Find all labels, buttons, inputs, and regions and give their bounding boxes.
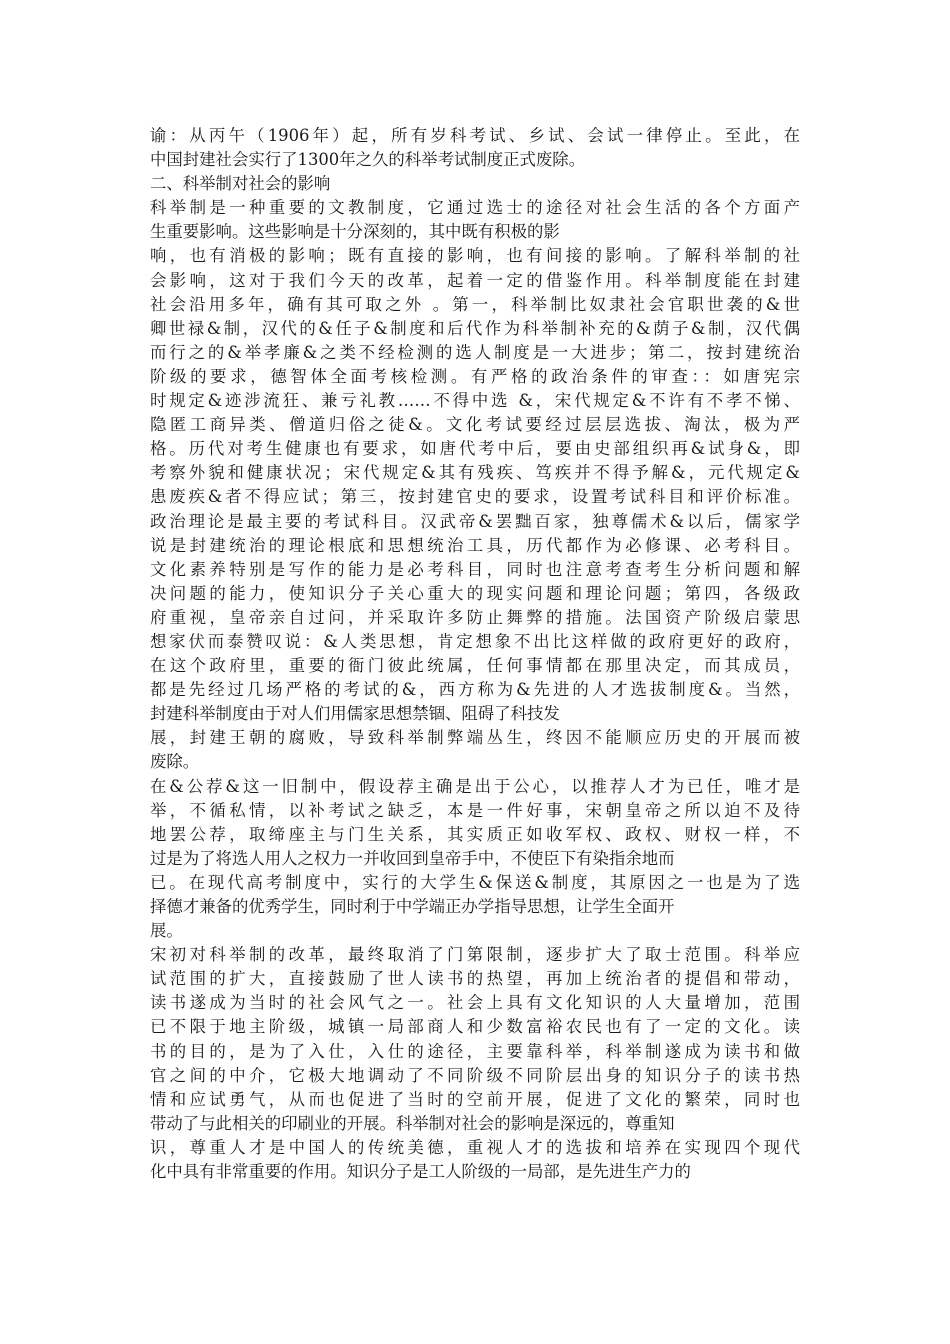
text-line: 响，也有消极的影响；既有直接的影响，也有间接的影响。了解科举制的社 — [150, 246, 800, 266]
text-line: 情和应试勇气，从而也促进了当时的空前开展，促进了文化的繁荣，同时也 — [150, 1089, 800, 1109]
text-line: 已。在现代高考制度中，实行的大学生&保送&制度，其原因之一也是为了选 — [150, 872, 800, 892]
text-line: 都是先经过几场严格的考试的&，西方称为&先进的人才选拔制度&。当然， — [150, 680, 800, 700]
text-line: 时规定&迹涉流狂、兼亏礼教……不得中选 &，宋代规定&不许有不孝不悌、 — [150, 391, 800, 411]
text-line: 带动了与此相关的印刷业的开展。科举制对社会的影响是深远的，尊重知 — [150, 1113, 675, 1133]
text-line: 宋初对科举制的改革，最终取消了门第限制，逐步扩大了取士范围。科举应 — [150, 945, 800, 965]
text-line: 在&公荐&这一旧制中，假设荐主确是出于公心，以推荐人才为已任，唯才是 — [150, 776, 800, 796]
text-line: 化中具有非常重要的作用。知识分子是工人阶级的一局部，是先进生产力的 — [150, 1162, 691, 1182]
text-line: 读书遂成为当时的社会风气之一。社会上具有文化知识的人大量增加，范围 — [150, 993, 800, 1013]
text-line: 在这个政府里，重要的衙门彼此统属，任何事情都在那里决定，而其成员， — [150, 656, 800, 676]
text-line: 识，尊重人才是中国人的传统美德，重视人才的选拔和培养在实现四个现代 — [150, 1137, 800, 1157]
text-line: 展，封建王朝的腐败，导致科举制弊端丛生，终因不能顺应历史的开展而被 — [150, 728, 800, 748]
text-line: 会影响，这对于我们今天的改革，起着一定的借鉴作用。科举制度能在封建 — [150, 270, 800, 290]
text-line: 社会沿用多年，确有其可取之外 。第一，科举制比奴隶社会官职世袭的&世 — [150, 294, 800, 314]
text-line: 试范围的扩大，直接鼓励了世人读书的热望，再加上统治者的提倡和带动， — [150, 969, 800, 989]
text-line: 格。历代对考生健康也有要求，如唐代考中后，要由史部组织再&试身&，即 — [150, 439, 800, 459]
text-line: 谕：从丙午（1906年）起，所有岁科考试、乡试、会试一律停止。至此，在 — [150, 126, 800, 145]
text-line: 想家伏而泰赞叹说：&人类思想，肯定想象不出比这样做的政府更好的政府， — [150, 631, 800, 651]
text-line: 隐匿工商异类、僧道归俗之徒&。文化考试要经过层层选拔、淘汰，极为严 — [150, 415, 800, 435]
text-line: 官之间的中介，它极大地调动了不同阶级不同阶层出身的知识分子的读书热 — [150, 1065, 800, 1085]
text-line: 府重视，皇帝亲自过问，并采取许多防止舞弊的措施。法国资产阶级启蒙思 — [150, 607, 800, 627]
text-line: 卿世禄&制，汉代的&任子&制度和后代作为科举制补充的&荫子&制，汉代偶 — [150, 318, 800, 338]
text-line: 已不限于地主阶级，城镇一局部商人和少数富裕农民也有了一定的文化。读 — [150, 1017, 800, 1037]
text-line: 说是封建统治的理论根底和思想统治工具，历代都作为必修课、必考科目。 — [150, 535, 800, 555]
text-line: 文化素养特别是写作的能力是必考科目，同时也注意考查考生分析问题和解 — [150, 559, 800, 579]
text-line: 而行之的&举孝廉&之类不经检测的选人制度是一大进步；第二，按封建统治 — [150, 342, 800, 362]
text-line: 政治理论是最主要的考试科目。汉武帝&罢黜百家，独尊儒术&以后，儒家学 — [150, 511, 800, 531]
paragraph — [150, 775, 800, 944]
text-line: 患废疾&者不得应试；第三，按封建官史的要求，设置考试科目和评价标准。 — [150, 487, 800, 507]
text-line: 书的目的，是为了入仕，入仕的途径，主要靠科举，科举制遂成为读书和做 — [150, 1041, 800, 1061]
paragraph — [150, 172, 800, 196]
paragraph — [150, 124, 800, 172]
paragraph — [150, 943, 800, 1184]
text-line: 地罢公荐，取缔座主与门生关系，其实质正如收军权、政权、财权一样，不 — [150, 824, 800, 844]
text-line: 展。 — [150, 921, 183, 941]
text-line: 考察外貌和健康状况；宋代规定&其有残疾、笃疾并不得予解&，元代规定& — [150, 463, 800, 483]
text-line: 决问题的能力，使知识分子关心重大的现实问题和理论问题；第四，各级政 — [150, 583, 800, 603]
paragraph — [150, 196, 800, 774]
text-line: 过是为了将选人用人之权力一并收回到皇帝手中，不使臣下有染指余地而 — [150, 848, 675, 868]
text-line: 科举制是一种重要的文教制度，它通过选士的途径对社会生活的各个方面产 — [150, 198, 800, 218]
text-line: 阶级的要求，德智体全面考核检测。有严格的政治条件的审查：：如唐宪宗 — [150, 366, 800, 386]
text-line: 中国封建社会实行了1300年之久的科举考试制度正式废除。 — [150, 150, 586, 170]
text-line: 废除。 — [150, 752, 200, 772]
document-page — [150, 124, 800, 1184]
text-line: 封建科举制度由于对人们用儒家思想禁锢、阻碍了科技发 — [150, 704, 560, 724]
text-line: 举，不循私情，以补考试之缺乏，本是一件好事，宋朝皇帝之所以迫不及待 — [150, 800, 800, 820]
section-heading: 二、科举制对社会的影响 — [150, 174, 331, 194]
text-line: 生重要影响。这些影响是十分深刻的，其中既有积极的影 — [150, 222, 560, 242]
text-line: 择德才兼备的优秀学生，同时利于中学端正办学指导思想，让学生全面开 — [150, 897, 675, 916]
